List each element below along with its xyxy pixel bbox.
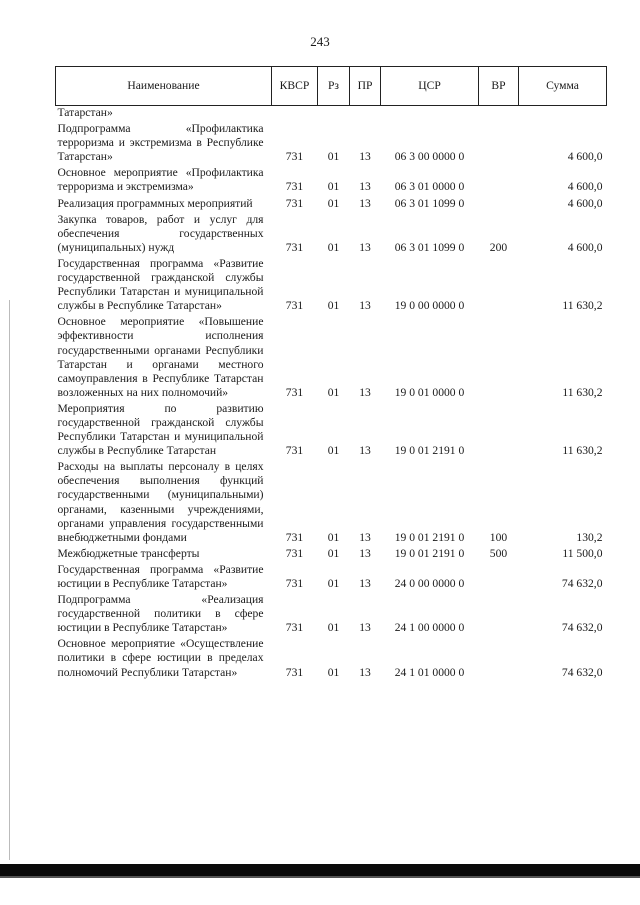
- row-rz: [318, 106, 350, 121]
- row-rz: 01: [327, 180, 340, 194]
- row-pr: 13: [359, 196, 371, 210]
- row-kvsr: 731: [285, 196, 304, 210]
- row-sum: 4 600,0: [567, 150, 603, 164]
- row-vr: [479, 120, 519, 164]
- row-csr: 06 3 00 0000 0: [394, 150, 465, 164]
- column-header-rz: Рз: [318, 67, 350, 106]
- table-row: [56, 313, 607, 400]
- column-header-kvsr: КВСР: [272, 67, 318, 106]
- row-name: Подпрограмма «Реализация государственной политики в сфере юстиции в Республике Татарстан»: [57, 593, 264, 635]
- row-name: Межбюджетные трансферты: [57, 546, 200, 560]
- row-pr: [350, 106, 381, 121]
- table-row: [56, 106, 607, 121]
- row-vr: 200: [489, 240, 508, 254]
- row-kvsr: 731: [285, 180, 304, 194]
- scan-bottom-border: [0, 864, 640, 876]
- row-sum: 74 632,0: [561, 577, 603, 590]
- row-pr: 13: [359, 444, 371, 458]
- row-sum: 74 632,0: [561, 621, 603, 635]
- row-name: Государственная программа «Развитие юстиции в Республике Татарстан»: [57, 562, 264, 590]
- row-pr: 13: [359, 546, 371, 560]
- row-kvsr: 731: [285, 150, 304, 164]
- row-csr: 24 0 00 0000 0: [394, 577, 465, 590]
- row-pr: 13: [359, 577, 371, 590]
- table-row: [56, 255, 607, 313]
- row-pr: 13: [359, 665, 371, 679]
- row-name: Основное мероприятие «Повышение эффективности исполнения государственными органами Республики Татарстан и органами местного самоуправления в Республике Татарстан возложенных на них полномочий»: [57, 315, 264, 399]
- column-header-name: Наименование: [56, 67, 272, 106]
- row-vr: [479, 561, 519, 591]
- row-rz: 01: [327, 665, 340, 679]
- row-csr: 06 3 01 1099 0: [394, 240, 465, 254]
- table-row: [56, 120, 607, 164]
- row-pr: 13: [359, 150, 371, 164]
- row-kvsr: 731: [285, 546, 304, 560]
- row-rz: 01: [327, 530, 340, 544]
- row-csr: 06 3 01 1099 0: [394, 196, 465, 210]
- row-kvsr: 731: [285, 299, 304, 313]
- row-sum: 130,2: [576, 530, 603, 544]
- row-vr: [479, 591, 519, 635]
- row-csr: 24 1 00 0000 0: [394, 621, 465, 635]
- row-rz: 01: [327, 621, 340, 635]
- table-body: [56, 106, 607, 680]
- budget-table: [55, 66, 607, 680]
- row-name: Основное мероприятие «Осуществление политики в сфере юстиции в пределах полномочий Республики Татарстан»: [57, 637, 264, 679]
- row-vr: [479, 255, 519, 313]
- row-name: Расходы на выплаты персоналу в целях обеспечения выполнения функций государственными (муниципальными) органами, казенными учреждениями, органами управления государственными внебюджетными фондами: [57, 460, 264, 544]
- row-sum: [519, 106, 607, 121]
- table-row: [56, 458, 607, 545]
- row-sum: 11 630,2: [562, 299, 603, 313]
- row-kvsr: 731: [285, 665, 304, 679]
- row-kvsr: 731: [285, 530, 304, 544]
- row-rz: 01: [327, 150, 340, 164]
- row-pr: 13: [359, 621, 371, 635]
- row-csr: 19 0 01 2191 0: [394, 444, 465, 458]
- row-name: Закупка товаров, работ и услуг для обеспечения государственных (муниципальных) нужд: [57, 212, 264, 254]
- row-sum: 11 630,2: [562, 444, 603, 458]
- row-vr: [479, 195, 519, 211]
- row-vr: [479, 164, 519, 194]
- row-rz: 01: [327, 240, 340, 254]
- row-pr: 13: [359, 180, 371, 194]
- row-name: Подпрограмма «Профилактика терроризма и экстремизма в Республике Татарстан»: [57, 122, 264, 164]
- column-header-pr: ПР: [350, 67, 381, 106]
- row-sum: 4 600,0: [567, 196, 603, 210]
- row-name: Основное мероприятие «Профилактика терроризма и экстремизма»: [57, 166, 264, 194]
- row-pr: 13: [359, 240, 371, 254]
- row-vr: [479, 400, 519, 458]
- row-vr: 100: [489, 530, 508, 544]
- row-csr: 19 0 01 2191 0: [394, 530, 465, 544]
- table-row: [56, 195, 607, 211]
- row-kvsr: 731: [285, 444, 304, 458]
- table-row: [56, 400, 607, 458]
- scan-bottom-shadow: [0, 876, 640, 878]
- row-vr: 500: [489, 546, 508, 560]
- row-csr: 19 0 01 0000 0: [394, 385, 465, 399]
- row-name: Государственная программа «Развитие государственной гражданской службы Республики Татарстан и муниципальной службы в Республике Татарстан»: [57, 256, 264, 313]
- column-header-sum: Сумма: [519, 67, 607, 106]
- row-pr: 13: [359, 530, 371, 544]
- row-kvsr: 731: [285, 240, 304, 254]
- row-vr: [479, 106, 519, 121]
- row-csr: [381, 106, 479, 121]
- row-name: Мероприятия по развитию государственной гражданской службы Республики Татарстан и муниципальной службы в Республике Татарстан: [57, 401, 264, 458]
- table-row: [56, 561, 607, 591]
- table-row: [56, 211, 607, 255]
- row-sum: 11 630,2: [562, 385, 603, 399]
- row-sum: 4 600,0: [567, 240, 603, 254]
- row-kvsr: 731: [285, 577, 304, 590]
- table-row: [56, 545, 607, 561]
- row-csr: 19 0 01 2191 0: [394, 546, 465, 560]
- row-csr: 06 3 01 0000 0: [394, 180, 465, 194]
- row-sum: 11 500,0: [562, 546, 603, 560]
- table-row: [56, 591, 607, 635]
- row-kvsr: 731: [285, 385, 304, 399]
- row-csr: 19 0 00 0000 0: [394, 299, 465, 313]
- row-rz: 01: [327, 546, 340, 560]
- row-csr: 24 1 01 0000 0: [394, 665, 465, 679]
- column-header-csr: ЦСР: [381, 67, 479, 106]
- row-pr: 13: [359, 299, 371, 313]
- row-sum: 74 632,0: [561, 665, 603, 679]
- table-row: [56, 164, 607, 194]
- page-number: 243: [310, 34, 330, 49]
- row-rz: 01: [327, 577, 340, 590]
- column-header-vr: ВР: [479, 67, 519, 106]
- row-vr: [479, 313, 519, 400]
- table-header: [56, 67, 607, 106]
- scan-edge-line: [9, 300, 10, 860]
- row-rz: 01: [327, 299, 340, 313]
- row-name: Реализация программных мероприятий: [57, 196, 253, 210]
- row-rz: 01: [327, 385, 340, 399]
- row-vr: [479, 635, 519, 679]
- row-rz: 01: [327, 196, 340, 210]
- row-rz: 01: [327, 444, 340, 458]
- row-name: Татарстан»: [57, 106, 113, 119]
- table-row: [56, 635, 607, 679]
- row-pr: 13: [359, 385, 371, 399]
- row-kvsr: 731: [285, 621, 304, 635]
- row-kvsr: [272, 106, 318, 121]
- row-sum: 4 600,0: [567, 180, 603, 194]
